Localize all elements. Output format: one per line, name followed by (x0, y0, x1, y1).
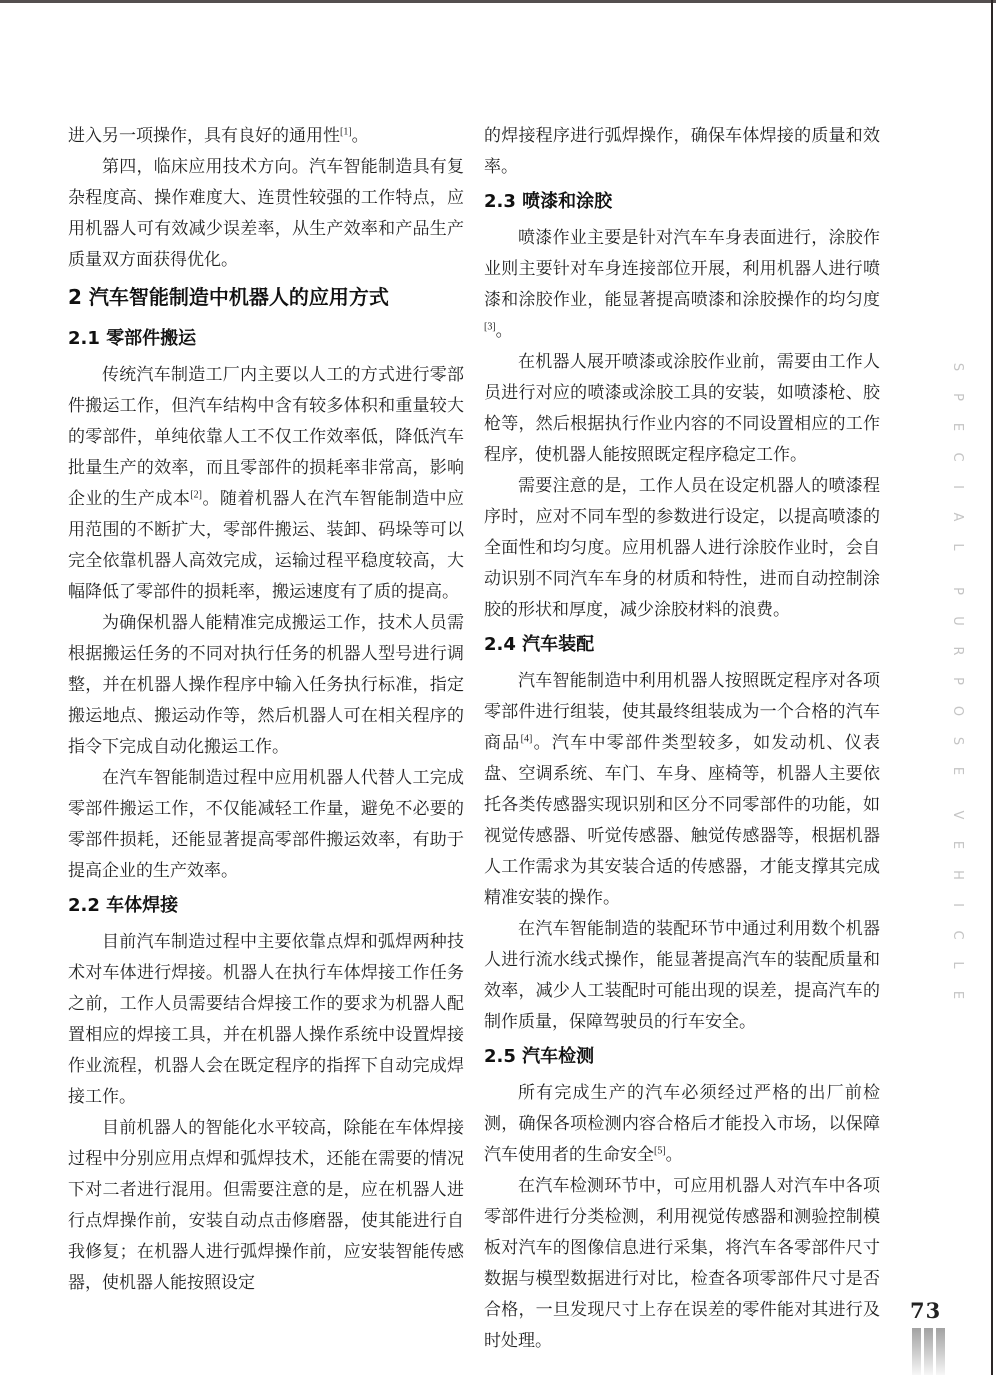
section-heading: 2.4 汽车装配 (484, 634, 595, 655)
left-column (68, 120, 464, 1298)
side-text-letter: A (950, 512, 966, 522)
footer-bar (936, 1328, 945, 1375)
side-text-letter: R (950, 646, 966, 656)
paragraph: 需要注意的是，工作人员在设定机器人的喷漆程序时，应对不同车型的参数进行设定，以提高喷漆的全面性和均匀度。应用机器人进行涂胶作业时，会自动识别不同汽车车身的材质和特性，进而自动控制涂胶的形状和厚度，减少涂胶材料的浪费。 (484, 476, 880, 619)
side-text-letter: P (950, 393, 966, 401)
side-text-word (950, 800, 966, 1010)
citation-marker: [1] (340, 126, 352, 138)
paragraph: 在汽车智能制造的装配环节中通过利用数个机器人进行流水线式操作，能显著提高汽车的装配质量和效率，减少人工装配时可能出现的误差，提高汽车的制作质量，保障驾驶员的行车安全。 (484, 919, 880, 1031)
section-heading: 2.2 车体焊接 (68, 895, 179, 916)
right-column (484, 120, 880, 1356)
paragraph: 传统汽车制造工厂内主要以人工的方式进行零部件搬运工作，但汽车结构中含有较多体积和重量较大的零部件，单纯依靠人工不仅工作效率低，降低汽车批量生产的效率，而且零部件的损耗率非常高，影响企业的生产成本[2]。随着机器人在汽车智能制造中应用范围的不断扩大，零部件搬运、装卸、码垛等可以完全依靠机器人高效完成，运输过程平稳度较高，大幅降低了零部件的损耗率，搬运速度有了质的提高。 (68, 365, 465, 601)
side-text-letter: E (950, 990, 966, 1000)
top-rule-divider (0, 0, 996, 3)
paragraph: 第四，临床应用技术方向。汽车智能制造具有复杂程度高、操作难度大、连贯性较强的工作特点，应用机器人可有效减少误差率，从生产效率和产品生产质量双方面获得优化。 (68, 157, 464, 269)
side-text-letter: O (950, 705, 966, 717)
citation-marker: [2] (190, 489, 202, 501)
side-text-letter: C (950, 452, 966, 462)
side-text-letter: L (950, 961, 966, 969)
paragraph: 喷漆作业主要是针对汽车车身表面进行，涂胶作业则主要针对车身连接部位开展，利用机器人进行喷漆和涂胶作业，能显著提高喷漆和涂胶操作的均匀度[3]。 (484, 228, 880, 340)
side-text-word (950, 352, 966, 562)
paragraph: 在汽车检测环节中，可应用机器人对汽车中各项零部件进行分类检测，利用视觉传感器和测验控制模板对汽车的图像信息进行采集，将汽车各零部件尺寸数据与模型数据进行对比，检查各项零部件尺寸是否合格，一旦发现尺寸上存在误差的零件能对其进行及时处理。 (484, 1176, 880, 1350)
side-text-letter: V (950, 810, 966, 820)
side-text-letter: C (950, 930, 966, 940)
footer-bar (924, 1328, 933, 1375)
paragraph: 的焊接程序进行弧焊操作，确保车体焊接的质量和效率。 (484, 126, 880, 176)
side-text-letter: E (950, 422, 966, 432)
paragraph: 目前汽车制造过程中主要依靠点焊和弧焊两种技术对车体进行焊接。机器人在执行车体焊接工作任务之前，工作人员需要结合焊接工作的要求为机器人配置相应的焊接工具，并在机器人操作系统中设置焊接作业流程，机器人会在既定程序的指挥下自动完成焊接工作。 (68, 932, 464, 1106)
citation-marker: [5] (654, 1145, 666, 1157)
side-text-letter: S (950, 736, 966, 746)
side-text-letter: E (950, 840, 966, 850)
side-text-letter: L (950, 543, 966, 551)
side-text-letter: I (950, 485, 966, 489)
section-heading: 2.1 零部件搬运 (68, 328, 197, 349)
side-text-word (950, 576, 966, 786)
footer-decorative-bars (912, 1328, 945, 1375)
paragraph: 进入另一项操作，具有良好的通用性[1]。 (68, 126, 369, 145)
side-text-letter: P (950, 587, 966, 595)
chapter-heading: 2 汽车智能制造中机器人的应用方式 (68, 285, 389, 309)
side-text-letter: H (950, 870, 966, 880)
side-text-letter: I (950, 903, 966, 907)
side-text-letter: S (950, 362, 966, 372)
citation-marker: [3] (484, 321, 496, 333)
side-text-letter: U (950, 616, 966, 626)
side-text-letter: E (950, 766, 966, 776)
paragraph: 所有完成生产的汽车必须经过严格的出厂前检测，确保各项检测内容合格后才能投入市场，以保障汽车使用者的生命安全[5]。 (484, 1083, 880, 1164)
side-text-letter: P (950, 677, 966, 685)
citation-marker: [4] (520, 733, 533, 745)
footer-bar (912, 1328, 921, 1375)
paragraph: 在机器人展开喷漆或涂胶作业前，需要由工作人员进行对应的喷漆或涂胶工具的安装，如喷漆枪、胶枪等，然后根据执行作业内容的不同设置相应的工作程序，使机器人能按照既定程序稳定工作。 (484, 352, 880, 464)
section-heading: 2.5 汽车检测 (484, 1046, 595, 1067)
side-vertical-journal-title (948, 352, 968, 1024)
page-number: 73 (910, 1298, 942, 1323)
right-rule-divider (991, 0, 993, 1375)
paragraph: 汽车智能制造中利用机器人按照既定程序对各项零部件进行组装，使其最终组装成为一个合格的汽车商品[4]。汽车中零部件类型较多，如发动机、仪表盘、空调系统、车门、车身、座椅等，机器人主要依托各类传感器实现识别和区分不同零部件的功能，如视觉传感器、听觉传感器、触觉传感器等，根据机器人工作需求为其安装合适的传感器，才能支撑其完成精准安装的操作。 (484, 671, 881, 907)
paragraph: 目前机器人的智能化水平较高，除能在车体焊接过程中分别应用点焊和弧焊技术，还能在需要的情况下对二者进行混用。但需要注意的是，应在机器人进行点焊操作前，安装自动点击修磨器，使其能进行自我修复；在机器人进行弧焊操作前，应安装智能传感器，使机器人能按照设定 (68, 1118, 464, 1292)
paragraph: 为确保机器人能精准完成搬运工作，技术人员需根据搬运任务的不同对执行任务的机器人型号进行调整，并在机器人操作程序中输入任务执行标准，指定搬运地点、搬运动作等，然后机器人可在相关程序的指令下完成自动化搬运工作。 (68, 613, 464, 756)
section-heading: 2.3 喷漆和涂胶 (484, 191, 613, 212)
paragraph: 在汽车智能制造过程中应用机器人代替人工完成零部件搬运工作，不仅能减轻工作量，避免不必要的零部件损耗，还能显著提高零部件搬运效率，有助于提高企业的生产效率。 (68, 768, 464, 880)
